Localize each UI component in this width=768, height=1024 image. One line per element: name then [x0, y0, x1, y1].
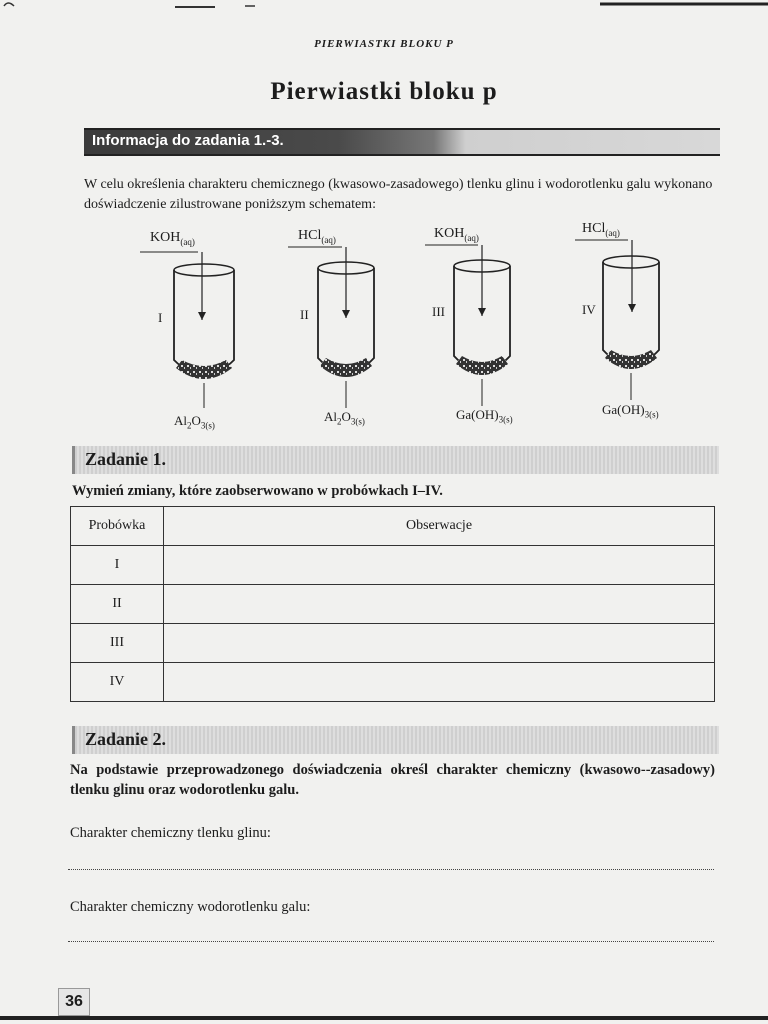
tube-cell: I [71, 546, 164, 585]
top-scan-marks [0, 0, 768, 14]
observation-answer-cell[interactable] [164, 585, 715, 624]
task-2-question: Na podstawie przeprowadzonego doświadczenia określ charakter chemiczny (kwasowo--zasadowy) tlenku glinu oraz wodorotlenku galu. [70, 762, 715, 798]
tube-4-reagent: HCl$_{(aq)}$ [582, 221, 620, 238]
table-header-tube: Probówka [71, 507, 164, 546]
table-header-observations: Obserwacje [164, 507, 715, 546]
task-2-heading: Zadanie 2. [85, 729, 167, 749]
tube-1-reagent: $KOH_{(aq)}$ [150, 230, 195, 247]
task-2-heading-bar [72, 726, 719, 754]
tube-1 [140, 252, 234, 408]
tube-cell: III [71, 624, 164, 663]
tube-2-roman: II [300, 307, 309, 322]
observations-table [70, 506, 715, 702]
observation-answer-cell[interactable] [164, 624, 715, 663]
observation-answer-cell[interactable] [164, 663, 715, 702]
tube-1-roman: I [158, 310, 163, 325]
observation-answer-cell[interactable] [164, 546, 715, 585]
tube-4-roman: IV [582, 302, 596, 317]
table-header-row [71, 507, 715, 546]
tube-3-roman: III [432, 304, 445, 319]
experiment-diagram [120, 220, 700, 440]
table-row [71, 663, 715, 702]
page-title: Pierwiastki bloku p [270, 78, 498, 105]
tube-cell: II [71, 585, 164, 624]
answer-label-gallium-hydroxide: Charakter chemiczny wodorotlenku galu: [70, 899, 311, 915]
info-banner-label: Informacja do zadania 1.-3. [92, 132, 284, 149]
bottom-edge-line [0, 1016, 768, 1020]
tube-2-substance: $Al_2O_{3(s)}$ [324, 409, 365, 427]
tube-2-reagent: HCl$_{(aq)}$ [298, 228, 336, 245]
answer-line-gallium-hydroxide[interactable] [68, 940, 714, 942]
table-row [71, 546, 715, 585]
tube-2 [288, 247, 374, 408]
tube-4 [575, 240, 659, 400]
tube-4-substance: $Ga(OH)_{3(s)}$ [602, 402, 659, 420]
task-1-heading: Zadanie 1. [85, 449, 167, 469]
answer-line-alumina[interactable] [68, 868, 714, 870]
task-1-heading-bar [72, 446, 719, 474]
tube-3-substance: $Ga(OH)_{3(s)}$ [456, 407, 513, 425]
intro-text: W celu określenia charakteru chemicznego (kwasowo-zasadowego) tlenku glinu i wodorotlenku galu wykonano doświadczenie zilustrowane poniższym schematem: [84, 177, 713, 212]
tube-1-substance: $Al_2O_{3(s)}$ [174, 413, 215, 431]
table-row [71, 585, 715, 624]
info-banner [84, 128, 720, 156]
tube-3 [425, 245, 510, 406]
table-row [71, 624, 715, 663]
answer-label-alumina: Charakter chemiczny tlenku glinu: [70, 825, 271, 841]
tube-3-reagent: $KOH_{(aq)}$ [434, 226, 479, 243]
page-number: 36 [58, 988, 90, 1016]
running-header: PIERWIASTKI BLOKU P [314, 38, 454, 50]
task-1-question: Wymień zmiany, które zaobserwowano w probówkach I–IV. [72, 483, 443, 499]
tube-cell: IV [71, 663, 164, 702]
